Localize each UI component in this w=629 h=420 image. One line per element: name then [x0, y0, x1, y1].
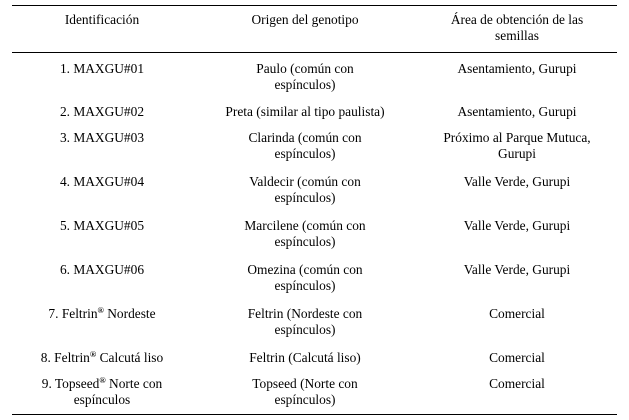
row-7-identificacion	[16, 306, 188, 322]
row-7-id-prefix: 7. Feltrin	[48, 306, 98, 321]
row-1-origen-line2: espínculos)	[274, 77, 336, 92]
row-6-origen-line1: Omezina (común con	[247, 262, 363, 277]
row-7-area: Comercial	[489, 306, 545, 321]
row-4-area: Valle Verde, Gurupi	[463, 174, 571, 189]
row-5-origen-line1: Marcilene (común con	[244, 218, 366, 233]
row-2-area: Asentamiento, Gurupi	[457, 104, 577, 119]
table-top-rule	[12, 5, 617, 6]
row-8-id-prefix: 8. Feltrin	[40, 350, 90, 365]
row-9-id-suffix: Norte con	[105, 376, 163, 391]
row-1-identificacion: 1. MAXGU#01	[59, 61, 145, 76]
row-4-identificacion: 4. MAXGU#04	[59, 174, 145, 189]
row-9-origen-line2: espínculos)	[274, 392, 336, 407]
registered-mark: ®	[89, 349, 97, 359]
row-3-area-line1: Próximo al Parque Mutuca,	[443, 130, 591, 145]
registered-mark: ®	[99, 375, 106, 385]
row-4-origen-line1: Valdecir (común con	[249, 174, 361, 189]
header-origen: Origen del genotipo	[251, 12, 359, 27]
row-1-area: Asentamiento, Gurupi	[457, 61, 577, 76]
row-2-identificacion: 2. MAXGU#02	[59, 104, 145, 119]
row-9-origen-line1: Topseed (Norte con	[252, 376, 358, 391]
row-7-origen-line1: Feltrin (Nordeste con	[247, 306, 363, 321]
row-4-origen-line2: espínculos)	[274, 190, 336, 205]
header-identificacion: Identificación	[64, 12, 140, 27]
row-8-origen: Feltrin (Calcutá liso)	[249, 350, 361, 365]
row-8-id-suffix: Calcutá liso	[96, 350, 164, 365]
row-8-identificacion	[16, 350, 188, 366]
row-3-origen-line1: Clarinda (común con	[248, 130, 362, 145]
row-3-area-line2: Gurupi	[498, 146, 536, 161]
header-area-line1: Área de obtención de las	[450, 12, 584, 27]
row-1-origen-line1: Paulo (común con	[256, 61, 354, 76]
row-8-area: Comercial	[489, 350, 545, 365]
registered-mark: ®	[97, 305, 104, 315]
row-7-id-suffix: Nordeste	[103, 306, 156, 321]
row-9-identificacion-line2: espínculos	[73, 392, 131, 407]
row-6-origen-line2: espínculos)	[274, 278, 336, 293]
header-area-line2: semillas	[495, 28, 539, 43]
row-7-origen-line2: espínculos)	[274, 322, 336, 337]
header-rule	[12, 52, 617, 53]
row-6-area: Valle Verde, Gurupi	[463, 262, 571, 277]
row-2-origen: Preta (similar al tipo paulista)	[225, 104, 385, 119]
row-5-area: Valle Verde, Gurupi	[463, 218, 571, 233]
row-6-identificacion: 6. MAXGU#06	[59, 262, 145, 277]
row-3-identificacion: 3. MAXGU#03	[59, 130, 145, 145]
row-5-identificacion: 5. MAXGU#05	[59, 218, 145, 233]
row-3-origen-line2: espínculos)	[274, 146, 336, 161]
row-5-origen-line2: espínculos)	[274, 234, 336, 249]
row-9-identificacion-line1	[16, 376, 188, 392]
table-bottom-rule	[12, 414, 617, 415]
row-9-area: Comercial	[489, 376, 545, 391]
row-9-id-prefix: 9. Topseed	[41, 376, 100, 391]
